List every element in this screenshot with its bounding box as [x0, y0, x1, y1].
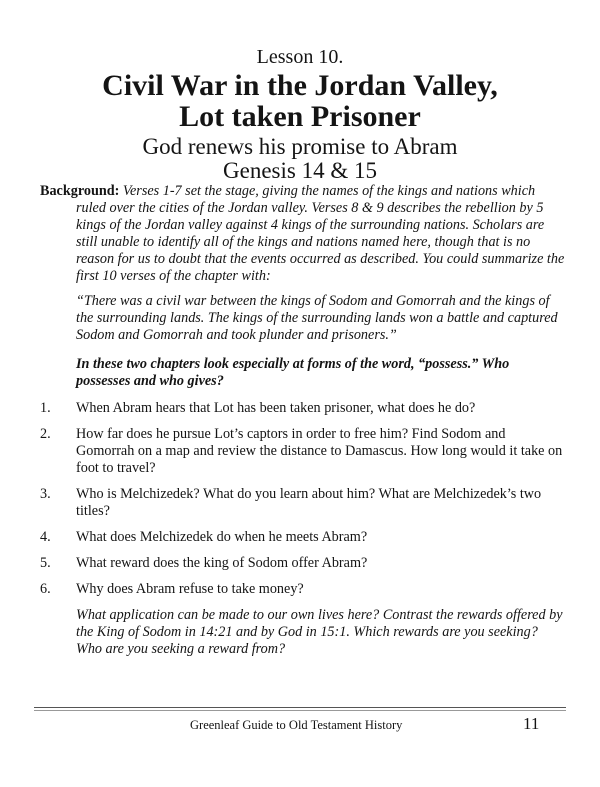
- question-item: [40, 486, 565, 520]
- question-item: [40, 529, 565, 546]
- question-item: [40, 581, 565, 598]
- question-item: [40, 426, 565, 477]
- subtitle-line-2: Genesis 14 & 15: [223, 158, 377, 183]
- background-paragraph: [40, 183, 565, 285]
- question-item: [40, 555, 565, 572]
- question-number: 6.: [40, 581, 51, 597]
- focus-note: In these two chapters look especially at forms of the word, “possess.” Who possesses and who gives?: [76, 356, 510, 389]
- lesson-subtitle: [0, 135, 600, 183]
- footer-divider: [34, 707, 566, 708]
- background-label: Background:: [40, 183, 120, 199]
- title-line-1: Civil War in the Jordan Valley,: [102, 69, 498, 102]
- footer-title: Greenleaf Guide to Old Testament History: [190, 718, 403, 732]
- background-text: Verses 1-7 set the stage, giving the names of the kings and nations which ruled over the cities of the Jordan valley. Verses 8 & 9 describes the rebellion by 5 kings of the Jordan valley against 4 kings of the surrounding nations. Scholars are still unable to identify all of the kings and nations named here, though that is no reason for us to doubt that the events occurred as described. You could summarize the first 10 verses of the chapter with:: [76, 183, 565, 284]
- question-text: When Abram hears that Lot has been taken prisoner, what does he do?: [76, 400, 476, 416]
- question-text: Who is Melchizedek? What do you learn about him? What are Melchizedek’s two titles?: [76, 486, 542, 519]
- question-list: [40, 400, 565, 598]
- question-number: 5.: [40, 555, 51, 571]
- question-number: 2.: [40, 426, 51, 442]
- summary-quote: “There was a civil war between the kings of Sodom and Gomorrah and the kings of the surrounding lands. The kings of the surrounding lands won a battle and captured Sodom and Gomorrah and took plunder and prisoners.”: [76, 293, 558, 343]
- footer-divider-secondary: [34, 710, 566, 711]
- question-text: How far does he pursue Lot’s captors in order to free him? Find Sodom and Gomorrah on a map and review the distance to Damascus. How long would it take on foot to travel?: [76, 426, 563, 476]
- lesson-title: [0, 70, 600, 132]
- lesson-number: Lesson 10.: [256, 46, 344, 68]
- subtitle-line-1: God renews his promise to Abram: [142, 134, 458, 159]
- question-number: 3.: [40, 486, 51, 502]
- question-item: [40, 400, 565, 417]
- lesson-content: [40, 183, 565, 658]
- question-text: What reward does the king of Sodom offer Abram?: [76, 555, 368, 571]
- application-note: What application can be made to our own lives here? Contrast the rewards offered by the King of Sodom in 14:21 and by God in 15:1. Which rewards are you seeking? Who are you seeking a reward from?: [76, 607, 563, 657]
- question-number: 4.: [40, 529, 51, 545]
- question-number: 1.: [40, 400, 51, 416]
- title-line-2: Lot taken Prisoner: [179, 100, 421, 133]
- page-number: 11: [523, 714, 540, 733]
- question-text: What does Melchizedek do when he meets Abram?: [76, 529, 368, 545]
- question-text: Why does Abram refuse to take money?: [76, 581, 304, 597]
